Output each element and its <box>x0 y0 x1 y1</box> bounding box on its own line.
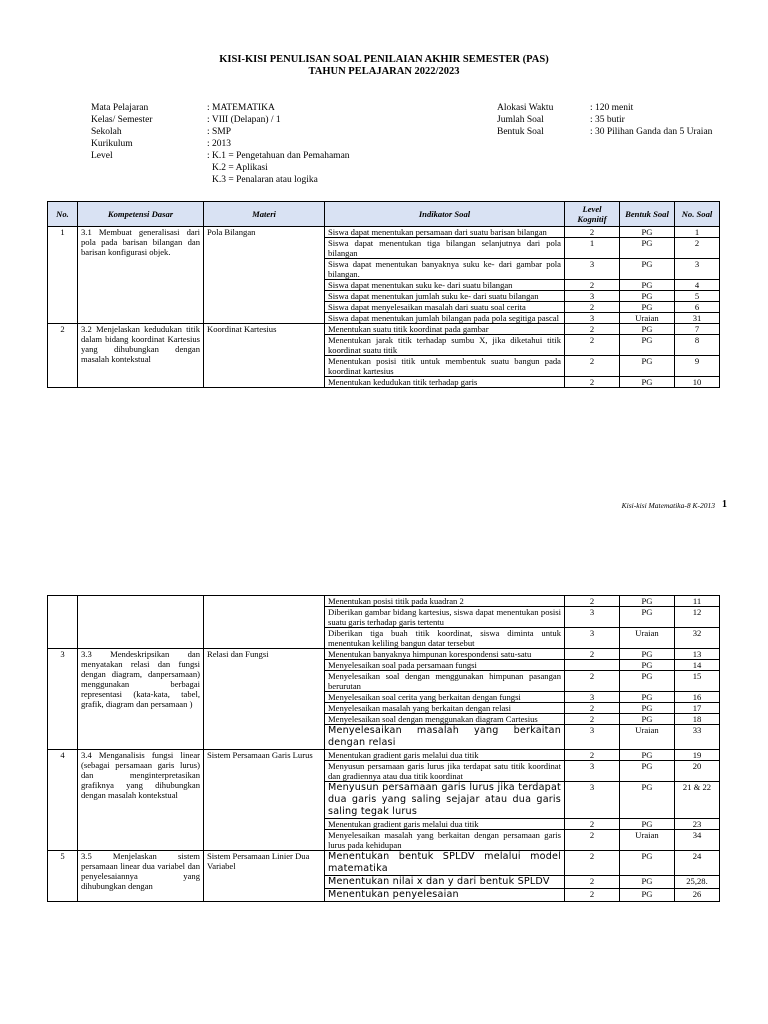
cell-indikator-soal: Menentukan suatu titik koordinat pada gambar <box>325 324 565 335</box>
page-number: 1 <box>722 499 727 510</box>
info-label-bentuk: Bentuk Soal <box>497 127 544 137</box>
cell-indikator-soal: Menyusun persamaan garis lurus jika terdapat satu titik koordinat dan gradiennya atau dua titik koordinat <box>325 761 565 782</box>
cell-no-soal: 32 <box>675 628 720 649</box>
kisi-kisi-table-page-2 <box>47 595 720 902</box>
info-value-kelas: : VIII (Delapan) / 1 <box>207 115 281 125</box>
table-row <box>48 649 720 660</box>
cell-no-soal: 13 <box>675 649 720 660</box>
cell-kompetensi-dasar: 3.2 Menjelaskan kedudukan titik dalam bidang koordinat Kartesius yang dihubungkan dengan masalah kontekstual <box>78 324 204 388</box>
table-row <box>48 596 720 607</box>
cell-no-soal: 8 <box>675 335 720 356</box>
cell-bentuk-soal: PG <box>620 291 675 302</box>
cell-no-soal: 20 <box>675 761 720 782</box>
cell-bentuk-soal: PG <box>620 851 675 876</box>
cell-indikator-soal: Siswa dapat menentukan tiga bilangan selanjutnya dari pola bilangan <box>325 238 565 259</box>
info-value-mapel: : MATEMATIKA <box>207 103 275 113</box>
header-kompetensi-dasar: Kompetensi Dasar <box>78 202 204 227</box>
header-no-soal: No. Soal <box>675 202 720 227</box>
cell-bentuk-soal: PG <box>620 227 675 238</box>
cell-no-soal: 2 <box>675 238 720 259</box>
cell-indikator-soal: Menyelesaikan masalah yang berkaitan dengan relasi <box>325 725 565 750</box>
info-value-jumlah: : 35 butir <box>590 115 625 125</box>
cell-indikator-soal: Siswa dapat menentukan banyaknya suku ke- dari gambar pola bilangan. <box>325 259 565 280</box>
cell-materi: Pola Bilangan <box>204 227 325 324</box>
cell-bentuk-soal: Uraian <box>620 313 675 324</box>
cell-level-kognitif: 3 <box>565 725 620 750</box>
cell-no-soal: 23 <box>675 819 720 830</box>
cell-indikator-soal: Menentukan posisi titik pada kuadran 2 <box>325 596 565 607</box>
cell-no: 3 <box>48 649 78 750</box>
cell-bentuk-soal: PG <box>620 377 675 388</box>
cell-materi: Relasi dan Fungsi <box>204 649 325 750</box>
cell-level-kognitif: 2 <box>565 714 620 725</box>
cell-no-soal: 18 <box>675 714 720 725</box>
kisi-kisi-table-page-1 <box>47 201 720 388</box>
cell-bentuk-soal: PG <box>620 335 675 356</box>
cell-indikator-soal: Menyelesaikan masalah yang berkaitan dengan relasi <box>325 703 565 714</box>
cell-level-kognitif: 3 <box>565 782 620 819</box>
cell-indikator-soal: Menyelesaikan soal pada persamaan fungsi <box>325 660 565 671</box>
cell-bentuk-soal: PG <box>620 356 675 377</box>
cell-bentuk-soal: PG <box>620 714 675 725</box>
cell-level-kognitif: 2 <box>565 335 620 356</box>
cell-indikator-soal: Siswa dapat menentukan jumlah suku ke- dari suatu bilangan <box>325 291 565 302</box>
cell-indikator-soal: Menentukan penyelesaian <box>325 889 565 902</box>
cell-indikator-soal: Menentukan banyaknya himpunan korespondensi satu-satu <box>325 649 565 660</box>
cell-no-soal: 26 <box>675 889 720 902</box>
page-gap <box>0 532 768 592</box>
cell-bentuk-soal: PG <box>620 703 675 714</box>
info-value-sekolah: : SMP <box>207 127 232 137</box>
cell-no-soal: 24 <box>675 851 720 876</box>
cell-indikator-soal: Siswa dapat menentukan suku ke- dari suatu bilangan <box>325 280 565 291</box>
cell-level-kognitif: 2 <box>565 889 620 902</box>
cell-bentuk-soal: PG <box>620 238 675 259</box>
cell-bentuk-soal: PG <box>620 607 675 628</box>
cell-level-kognitif: 2 <box>565 596 620 607</box>
cell-indikator-soal: Menyusun persamaan garis lurus jika terdapat dua garis yang saling sejajar atau dua garis saling tegak lurus <box>325 782 565 819</box>
cell-indikator-soal: Siswa dapat menentukan persamaan dari suatu barisan bilangan <box>325 227 565 238</box>
cell-no-soal: 11 <box>675 596 720 607</box>
cell-bentuk-soal: Uraian <box>620 628 675 649</box>
cell-bentuk-soal: PG <box>620 782 675 819</box>
table-row <box>48 750 720 761</box>
cell-level-kognitif: 3 <box>565 259 620 280</box>
cell-level-kognitif: 2 <box>565 280 620 291</box>
cell-bentuk-soal: PG <box>620 819 675 830</box>
cell-level-kognitif: 2 <box>565 703 620 714</box>
cell-no-soal: 5 <box>675 291 720 302</box>
table-header-row <box>48 202 720 227</box>
cell-kompetensi-dasar <box>78 596 204 649</box>
cell-no-soal: 9 <box>675 356 720 377</box>
info-value-level: : K.1 = Pengetahuan dan Pemahaman <box>207 151 350 161</box>
cell-no <box>48 596 78 649</box>
cell-level-kognitif: 3 <box>565 291 620 302</box>
cell-no-soal: 12 <box>675 607 720 628</box>
cell-indikator-soal: Diberikan tiga buah titik koordinat, siswa diminta untuk menentukan keliling bangun datar tersebut <box>325 628 565 649</box>
cell-indikator-soal: Siswa dapat menyelesaikan masalah dari suatu soal cerita <box>325 302 565 313</box>
cell-materi: Sistem Persamaan Linier Dua Variabel <box>204 851 325 902</box>
cell-level-kognitif: 2 <box>565 324 620 335</box>
cell-no-soal: 6 <box>675 302 720 313</box>
cell-no-soal: 33 <box>675 725 720 750</box>
cell-level-kognitif: 2 <box>565 851 620 876</box>
cell-indikator-soal: Menyelesaikan soal cerita yang berkaitan dengan fungsi <box>325 692 565 703</box>
cell-no: 5 <box>48 851 78 902</box>
cell-level-kognitif: 1 <box>565 238 620 259</box>
header-level-kognitif: Level Kognitif <box>565 202 620 227</box>
cell-bentuk-soal: PG <box>620 692 675 703</box>
cell-level-kognitif: 3 <box>565 313 620 324</box>
cell-level-kognitif: 2 <box>565 876 620 889</box>
cell-indikator-soal: Menentukan nilai x dan y dari bentuk SPLDV <box>325 876 565 889</box>
cell-level-kognitif <box>565 660 620 671</box>
cell-bentuk-soal: PG <box>620 280 675 291</box>
cell-no-soal: 14 <box>675 660 720 671</box>
table-row <box>48 851 720 876</box>
cell-indikator-soal: Menentukan jarak titik terhadap sumbu X, jika diketahui titik koordinat suatu titik <box>325 335 565 356</box>
cell-kompetensi-dasar: 3.1 Membuat generalisasi dari pola pada barisan bilangan dan barisan konfigurasi objek. <box>78 227 204 324</box>
cell-materi: Sistem Persamaan Garis Lurus <box>204 750 325 851</box>
cell-level-kognitif: 2 <box>565 377 620 388</box>
cell-no-soal: 34 <box>675 830 720 851</box>
cell-level-kognitif: 3 <box>565 628 620 649</box>
cell-indikator-soal: Diberikan gambar bidang kartesius, siswa dapat menentukan posisi suatu garis terhadap garis tertentu <box>325 607 565 628</box>
table-row <box>48 227 720 238</box>
cell-materi <box>204 596 325 649</box>
page-footer: Kisi-kisi Matematika-8 K-2013 <box>621 501 715 510</box>
cell-indikator-soal: Menentukan posisi titik untuk membentuk suatu bangun pada koordinat kartesius <box>325 356 565 377</box>
cell-no: 4 <box>48 750 78 851</box>
cell-level-kognitif: 2 <box>565 227 620 238</box>
cell-bentuk-soal: Uraian <box>620 830 675 851</box>
cell-no-soal: 31 <box>675 313 720 324</box>
table-row <box>48 324 720 335</box>
cell-level-kognitif: 2 <box>565 671 620 692</box>
cell-indikator-soal: Menyelesaikan soal dengan menggunakan himpunan pasangan berurutan <box>325 671 565 692</box>
cell-level-kognitif: 2 <box>565 356 620 377</box>
cell-no-soal: 15 <box>675 671 720 692</box>
cell-indikator-soal: Menentukan gradient garis melalui dua titik <box>325 819 565 830</box>
cell-no: 2 <box>48 324 78 388</box>
cell-kompetensi-dasar: 3.5 Menjelaskan sistem persamaan linear dua variabel dan penyelesaiannya yang dihubungkan dengan <box>78 851 204 902</box>
cell-indikator-soal: Menentukan kedudukan titik terhadap garis <box>325 377 565 388</box>
info-label-mapel: Mata Pelajaran <box>91 103 149 113</box>
cell-indikator-soal: Menentukan bentuk SPLDV melalui model matematika <box>325 851 565 876</box>
info-label-jumlah: Jumlah Soal <box>497 115 544 125</box>
cell-no-soal: 19 <box>675 750 720 761</box>
info-label-waktu: Alokasi Waktu <box>497 103 554 113</box>
cell-bentuk-soal: PG <box>620 649 675 660</box>
cell-bentuk-soal: PG <box>620 660 675 671</box>
cell-indikator-soal: Siswa dapat menentukan jumlah bilangan pada pola segitiga pascal <box>325 313 565 324</box>
cell-bentuk-soal: PG <box>620 596 675 607</box>
info-level-k2: K.2 = Aplikasi <box>212 163 268 173</box>
cell-bentuk-soal: PG <box>620 324 675 335</box>
cell-level-kognitif: 2 <box>565 302 620 313</box>
cell-bentuk-soal: Uraian <box>620 725 675 750</box>
cell-level-kognitif: 2 <box>565 649 620 660</box>
info-label-kelas: Kelas/ Semester <box>91 115 153 125</box>
cell-no-soal: 7 <box>675 324 720 335</box>
cell-no-soal: 17 <box>675 703 720 714</box>
cell-bentuk-soal: PG <box>620 259 675 280</box>
cell-no-soal: 3 <box>675 259 720 280</box>
cell-level-kognitif: 3 <box>565 761 620 782</box>
cell-no-soal: 10 <box>675 377 720 388</box>
cell-bentuk-soal: PG <box>620 889 675 902</box>
info-label-level: Level <box>91 151 113 161</box>
header-indikator-soal: Indikator Soal <box>325 202 565 227</box>
cell-indikator-soal: Menentukan gradient garis melalui dua titik <box>325 750 565 761</box>
info-value-kurikulum: : 2013 <box>207 139 232 149</box>
cell-no-soal: 1 <box>675 227 720 238</box>
info-level-k3: K.3 = Penalaran atau logika <box>212 175 318 185</box>
cell-no-soal: 4 <box>675 280 720 291</box>
header-materi: Materi <box>204 202 325 227</box>
cell-level-kognitif: 2 <box>565 750 620 761</box>
info-value-bentuk: : 30 Pilihan Ganda dan 5 Uraian <box>590 127 713 137</box>
cell-materi: Koordinat Kartesius <box>204 324 325 388</box>
header-no: No. <box>48 202 78 227</box>
info-label-sekolah: Sekolah <box>91 127 122 137</box>
document-title: KISI-KISI PENULISAN SOAL PENILAIAN AKHIR SEMESTER (PAS) <box>219 54 549 65</box>
cell-kompetensi-dasar: 3.4 Menganalisis fungsi linear (sebagai persamaan garis lurus) dan menginterpretasikan grafiknya yang dihubungkan dengan masalah kontekstual <box>78 750 204 851</box>
cell-bentuk-soal: PG <box>620 302 675 313</box>
cell-kompetensi-dasar: 3.3 Mendeskripsikan dan menyatakan relasi dan fungsi dengan diagram, danpersamaan) menggunakan berbagai representasi (kata-kata, tabel, grafik, diagram dan persamaan ) <box>78 649 204 750</box>
cell-bentuk-soal: PG <box>620 761 675 782</box>
info-value-waktu: : 120 menit <box>590 103 634 113</box>
document-page-2 <box>0 592 768 1024</box>
cell-no-soal: 25,28. <box>675 876 720 889</box>
cell-indikator-soal: Menyelesaikan masalah yang berkaitan dengan persamaan garis lurus pada kehidupan <box>325 830 565 851</box>
cell-bentuk-soal: PG <box>620 671 675 692</box>
cell-level-kognitif: 2 <box>565 830 620 851</box>
cell-level-kognitif: 2 <box>565 819 620 830</box>
cell-no-soal: 21 & 22 <box>675 782 720 819</box>
cell-bentuk-soal: PG <box>620 750 675 761</box>
header-bentuk-soal: Bentuk Soal <box>620 202 675 227</box>
cell-no-soal: 16 <box>675 692 720 703</box>
cell-level-kognitif: 3 <box>565 692 620 703</box>
cell-bentuk-soal: PG <box>620 876 675 889</box>
info-label-kurikulum: Kurikulum <box>91 139 133 149</box>
document-subtitle: TAHUN PELAJARAN 2022/2023 <box>308 66 460 77</box>
cell-level-kognitif: 3 <box>565 607 620 628</box>
cell-indikator-soal: Menyelesaikan soal dengan menggunakan diagram Cartesius <box>325 714 565 725</box>
cell-no: 1 <box>48 227 78 324</box>
